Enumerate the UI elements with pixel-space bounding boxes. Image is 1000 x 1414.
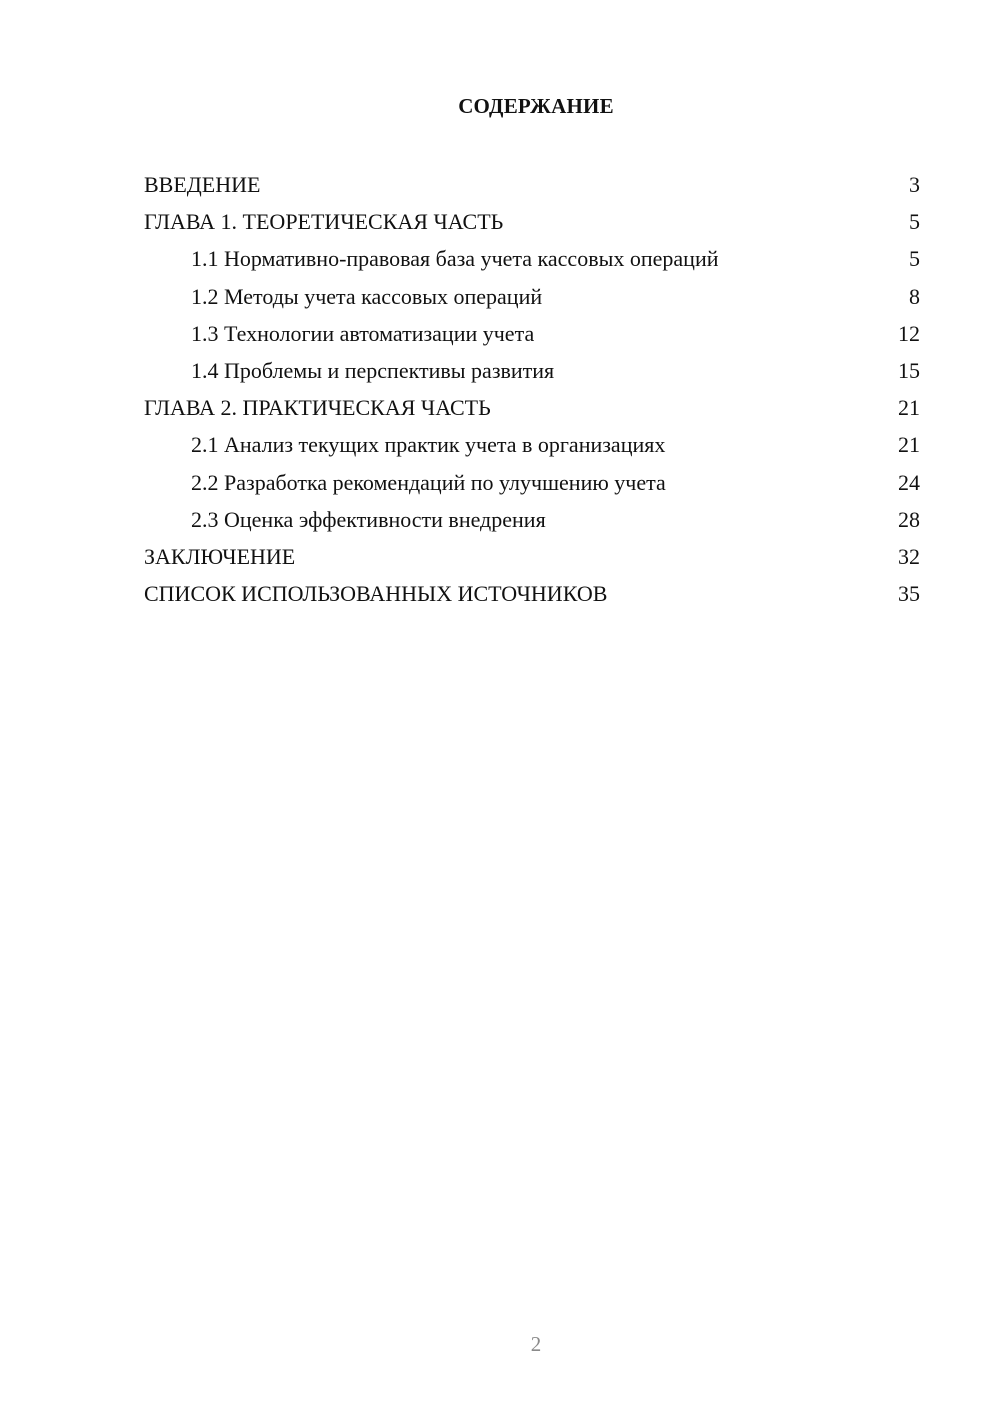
toc-entry-page: 12 <box>898 320 920 346</box>
toc-entry-label: 2.2 Разработка рекомендаций по улучшению учета <box>191 469 666 495</box>
toc-entry-section-1-4[interactable] <box>144 352 920 389</box>
toc-entry-label: 1.1 Нормативно-правовая база учета кассовых операций <box>191 246 719 272</box>
toc-entry-chapter-1[interactable] <box>144 203 920 240</box>
toc-entry-label: ГЛАВА 2. ПРАКТИЧЕСКАЯ ЧАСТЬ <box>144 395 491 421</box>
toc-entry-label: ВВЕДЕНИЕ <box>144 172 261 197</box>
toc-entry-label: СПИСОК ИСПОЛЬЗОВАННЫХ ИСТОЧНИКОВ <box>144 581 608 607</box>
toc-title: СОДЕРЖАНИЕ <box>458 94 614 118</box>
toc-entry-page: 35 <box>898 581 920 607</box>
toc-entry-section-1-3[interactable] <box>144 315 920 352</box>
toc-entry-introduction[interactable] <box>144 166 920 203</box>
toc-entry-section-2-2[interactable] <box>144 464 920 501</box>
toc-entry-label: 2.1 Анализ текущих практик учета в организациях <box>191 432 666 458</box>
toc-entry-page: 3 <box>909 172 920 197</box>
toc-entry-references[interactable] <box>144 575 920 612</box>
toc-entry-page: 21 <box>898 432 920 458</box>
toc-entry-page: 8 <box>909 283 920 309</box>
table-of-contents <box>144 166 920 612</box>
toc-entry-page: 24 <box>898 469 920 495</box>
toc-entry-section-1-1[interactable] <box>144 240 920 277</box>
toc-entry-page: 15 <box>898 357 920 383</box>
toc-entry-page: 5 <box>909 246 920 272</box>
toc-entry-page: 32 <box>898 543 920 569</box>
toc-entry-label: ГЛАВА 1. ТЕОРЕТИЧЕСКАЯ ЧАСТЬ <box>144 209 504 235</box>
toc-entry-label: 1.2 Методы учета кассовых операций <box>191 283 543 309</box>
toc-entry-chapter-2[interactable] <box>144 389 920 426</box>
toc-entry-label: 2.3 Оценка эффективности внедрения <box>191 506 546 532</box>
page-number: 2 <box>530 1332 542 1356</box>
toc-entry-section-1-2[interactable] <box>144 278 920 315</box>
toc-entry-conclusion[interactable] <box>144 538 920 575</box>
toc-entry-page: 5 <box>909 209 920 235</box>
toc-entry-label: 1.4 Проблемы и перспективы развития <box>191 357 555 383</box>
toc-entry-label: 1.3 Технологии автоматизации учета <box>191 320 535 346</box>
toc-entry-section-2-3[interactable] <box>144 501 920 538</box>
toc-entry-page: 28 <box>898 506 920 532</box>
toc-entry-page: 21 <box>898 395 920 421</box>
toc-entry-section-2-1[interactable] <box>144 426 920 463</box>
toc-entry-label: ЗАКЛЮЧЕНИЕ <box>144 543 296 569</box>
